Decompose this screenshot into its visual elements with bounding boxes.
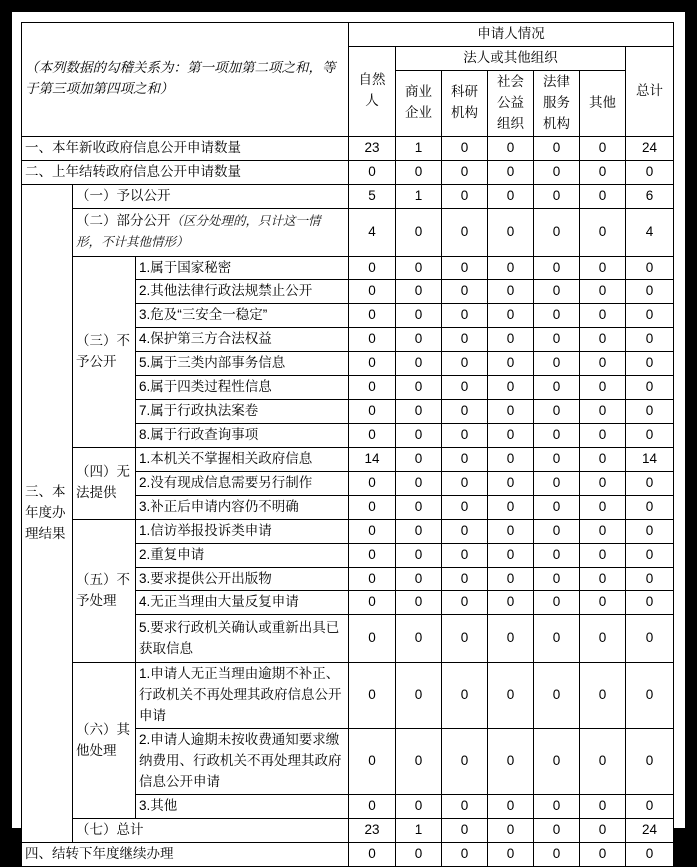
value-cell: 0 [626,567,674,591]
value-cell: 0 [626,519,674,543]
value-cell: 4 [626,208,674,256]
col-header-other: 其他 [580,71,626,137]
row-label: 4.保护第三方合法权益 [136,328,349,352]
value-cell: 0 [442,136,488,160]
value-cell: 0 [442,543,488,567]
value-cell: 1 [396,136,442,160]
value-cell: 0 [442,842,488,866]
value-cell: 0 [442,447,488,471]
value-cell: 0 [442,304,488,328]
value-cell: 1 [396,184,442,208]
disclosure-application-table [21,22,674,867]
value-cell: 0 [488,256,534,280]
row-label: 2.重复申请 [136,543,349,567]
section-label-annual-results: 三、本年度办理结果 [22,184,73,842]
value-cell: 23 [349,818,396,842]
value-cell: 0 [396,591,442,615]
value-cell: 0 [396,328,442,352]
value-cell: 0 [580,447,626,471]
row-label [73,208,349,256]
report-page [12,12,685,861]
row-label: 2.没有现成信息需要另行制作 [136,471,349,495]
value-cell: 0 [442,794,488,818]
value-cell: 14 [626,447,674,471]
value-cell: 0 [580,423,626,447]
value-cell: 0 [488,400,534,424]
value-cell: 0 [580,136,626,160]
value-cell: 0 [534,400,580,424]
value-cell: 0 [626,280,674,304]
row-label: 1.本机关不掌握相关政府信息 [136,447,349,471]
value-cell: 0 [396,729,442,795]
value-cell: 0 [488,352,534,376]
row-label-carryover: 四、结转下年度继续办理 [22,842,349,866]
value-cell: 0 [580,519,626,543]
value-cell: 0 [534,256,580,280]
row-label-main: （二）部分公开 [76,213,171,229]
value-cell: 0 [488,663,534,729]
col-header-legal-service-org: 法律服务机构 [534,71,580,137]
value-cell: 0 [488,304,534,328]
value-cell: 0 [488,729,534,795]
value-cell: 0 [396,423,442,447]
value-cell: 0 [580,663,626,729]
value-cell: 0 [349,567,396,591]
value-cell: 0 [488,328,534,352]
value-cell: 0 [396,543,442,567]
row-label-total: （七）总计 [73,818,349,842]
value-cell: 6 [626,184,674,208]
value-cell: 0 [349,280,396,304]
value-cell: 0 [442,160,488,184]
value-cell: 0 [534,842,580,866]
row-label: 8.属于行政查询事项 [136,423,349,447]
value-cell: 0 [396,400,442,424]
value-cell: 0 [534,280,580,304]
value-cell: 0 [626,729,674,795]
value-cell: 0 [396,663,442,729]
value-cell: 0 [442,591,488,615]
value-cell: 0 [349,423,396,447]
value-cell: 0 [580,591,626,615]
value-cell: 0 [396,280,442,304]
value-cell: 0 [349,495,396,519]
value-cell: 0 [534,567,580,591]
value-cell: 0 [534,543,580,567]
value-cell: 0 [488,280,534,304]
value-cell: 0 [534,519,580,543]
col-header-natural-person: 自然人 [349,47,396,137]
value-cell: 0 [626,615,674,663]
value-cell: 0 [396,495,442,519]
group-label-other-handling: （六）其他处理 [73,663,136,818]
value-cell: 0 [580,495,626,519]
value-cell: 0 [626,471,674,495]
value-cell: 0 [580,471,626,495]
value-cell: 0 [534,304,580,328]
value-cell: 0 [626,376,674,400]
value-cell: 0 [626,352,674,376]
value-cell: 0 [580,304,626,328]
value-cell: 0 [396,447,442,471]
row-label: 3.危及“三安全一稳定” [136,304,349,328]
value-cell: 0 [349,794,396,818]
value-cell: 0 [442,208,488,256]
value-cell: 24 [626,136,674,160]
value-cell: 0 [488,208,534,256]
value-cell: 0 [534,447,580,471]
col-header-research-institution: 科研机构 [442,71,488,137]
value-cell: 0 [488,818,534,842]
col-header-total: 总计 [626,47,674,137]
value-cell: 0 [349,160,396,184]
value-cell: 0 [488,615,534,663]
value-cell: 0 [534,352,580,376]
row-label: 3.其他 [136,794,349,818]
row-label: 5.要求行政机关确认或重新出具已获取信息 [136,615,349,663]
value-cell: 0 [349,543,396,567]
value-cell: 0 [626,663,674,729]
value-cell: 0 [442,519,488,543]
row-label: 3.要求提供公开出版物 [136,567,349,591]
group-label-not-disclosed: （三）不予公开 [73,256,136,447]
value-cell: 0 [626,304,674,328]
value-cell: 0 [349,400,396,424]
col-header-social-welfare-org: 社会公益组织 [488,71,534,137]
value-cell: 0 [442,818,488,842]
value-cell: 0 [580,729,626,795]
value-cell: 0 [534,423,580,447]
value-cell: 0 [488,136,534,160]
value-cell: 0 [442,495,488,519]
row-label: 4.无正当理由大量反复申请 [136,591,349,615]
row-label: 7.属于行政执法案卷 [136,400,349,424]
value-cell: 0 [534,136,580,160]
value-cell: 0 [396,842,442,866]
value-cell: 0 [349,376,396,400]
row-label: 3.补正后申请内容仍不明确 [136,495,349,519]
value-cell: 0 [580,567,626,591]
value-cell: 0 [488,567,534,591]
value-cell: 0 [396,794,442,818]
value-cell: 0 [580,794,626,818]
value-cell: 0 [396,160,442,184]
row-label: 6.属于四类过程性信息 [136,376,349,400]
value-cell: 14 [349,447,396,471]
reconciliation-note: （本列数据的勾稽关系为：第一项加第二项之和，等于第三项加第四项之和） [22,23,349,137]
value-cell: 0 [626,794,674,818]
value-cell: 0 [534,615,580,663]
group-label-not-processed: （五）不予处理 [73,519,136,663]
value-cell: 0 [349,591,396,615]
value-cell: 0 [626,400,674,424]
value-cell: 0 [396,471,442,495]
row-label: 2.申请人逾期未按收费通知要求缴纳费用、行政机关不再处理其政府信息公开申请 [136,729,349,795]
row-label: 二、上年结转政府信息公开申请数量 [22,160,349,184]
value-cell: 0 [580,328,626,352]
value-cell: 0 [534,591,580,615]
value-cell: 0 [442,328,488,352]
value-cell: 0 [488,447,534,471]
value-cell: 0 [488,495,534,519]
value-cell: 4 [349,208,396,256]
value-cell: 0 [534,160,580,184]
value-cell: 0 [534,794,580,818]
value-cell: 0 [580,160,626,184]
value-cell: 0 [580,256,626,280]
value-cell: 0 [626,256,674,280]
value-cell: 0 [349,328,396,352]
value-cell: 5 [349,184,396,208]
value-cell: 0 [580,208,626,256]
value-cell: 0 [396,615,442,663]
value-cell: 0 [626,842,674,866]
value-cell: 0 [580,842,626,866]
value-cell: 0 [626,160,674,184]
row-label: 1.申请人无正当理由逾期不补正、行政机关不再处理其政府信息公开申请 [136,663,349,729]
value-cell: 0 [580,352,626,376]
value-cell: 0 [534,663,580,729]
value-cell: 0 [349,471,396,495]
value-cell: 0 [534,729,580,795]
value-cell: 0 [488,471,534,495]
value-cell: 0 [534,818,580,842]
value-cell: 24 [626,818,674,842]
value-cell: 0 [626,495,674,519]
value-cell: 0 [534,184,580,208]
col-header-business-enterprise: 商业企业 [396,71,442,137]
value-cell: 0 [396,567,442,591]
group-label-unable-to-provide: （四）无法提供 [73,447,136,519]
value-cell: 0 [396,352,442,376]
value-cell: 0 [534,495,580,519]
value-cell: 0 [626,591,674,615]
value-cell: 0 [488,591,534,615]
value-cell: 0 [534,471,580,495]
row-label: 一、本年新收政府信息公开申请数量 [22,136,349,160]
value-cell: 0 [488,423,534,447]
value-cell: 0 [349,663,396,729]
value-cell: 0 [580,818,626,842]
value-cell: 0 [534,208,580,256]
col-header-legal-or-other-org: 法人或其他组织 [396,47,626,71]
value-cell: 0 [488,160,534,184]
value-cell: 0 [442,184,488,208]
value-cell: 0 [626,423,674,447]
value-cell: 0 [396,256,442,280]
row-label: 1.信访举报投诉类申请 [136,519,349,543]
row-label: （一）予以公开 [73,184,349,208]
value-cell: 0 [626,543,674,567]
value-cell: 0 [488,519,534,543]
value-cell: 0 [349,615,396,663]
value-cell: 0 [442,663,488,729]
value-cell: 0 [580,376,626,400]
value-cell: 0 [488,842,534,866]
value-cell: 0 [396,519,442,543]
value-cell: 0 [396,208,442,256]
value-cell: 0 [396,304,442,328]
value-cell: 0 [349,519,396,543]
value-cell: 0 [349,304,396,328]
value-cell: 0 [488,184,534,208]
value-cell: 0 [442,567,488,591]
value-cell: 0 [580,184,626,208]
value-cell: 0 [442,256,488,280]
value-cell: 0 [442,423,488,447]
value-cell: 1 [396,818,442,842]
value-cell: 0 [488,543,534,567]
value-cell: 0 [442,280,488,304]
value-cell: 0 [580,400,626,424]
row-label: 2.其他法律行政法规禁止公开 [136,280,349,304]
value-cell: 0 [442,400,488,424]
value-cell: 0 [442,729,488,795]
row-label: 5.属于三类内部事务信息 [136,352,349,376]
value-cell: 0 [534,328,580,352]
value-cell: 0 [396,376,442,400]
value-cell: 0 [442,352,488,376]
value-cell: 0 [580,543,626,567]
value-cell: 0 [349,256,396,280]
value-cell: 0 [442,376,488,400]
value-cell: 23 [349,136,396,160]
row-label: 1.属于国家秘密 [136,256,349,280]
value-cell: 0 [580,280,626,304]
value-cell: 0 [349,729,396,795]
value-cell: 0 [488,376,534,400]
value-cell: 0 [626,328,674,352]
value-cell: 0 [442,615,488,663]
value-cell: 0 [349,842,396,866]
value-cell: 0 [349,352,396,376]
value-cell: 0 [580,615,626,663]
value-cell: 0 [488,794,534,818]
value-cell: 0 [442,471,488,495]
row-label-note: （区分处理的，只计这一情形，不计其他情形） [76,213,321,250]
col-header-applicant-situation: 申请人情况 [349,23,674,47]
value-cell: 0 [534,376,580,400]
